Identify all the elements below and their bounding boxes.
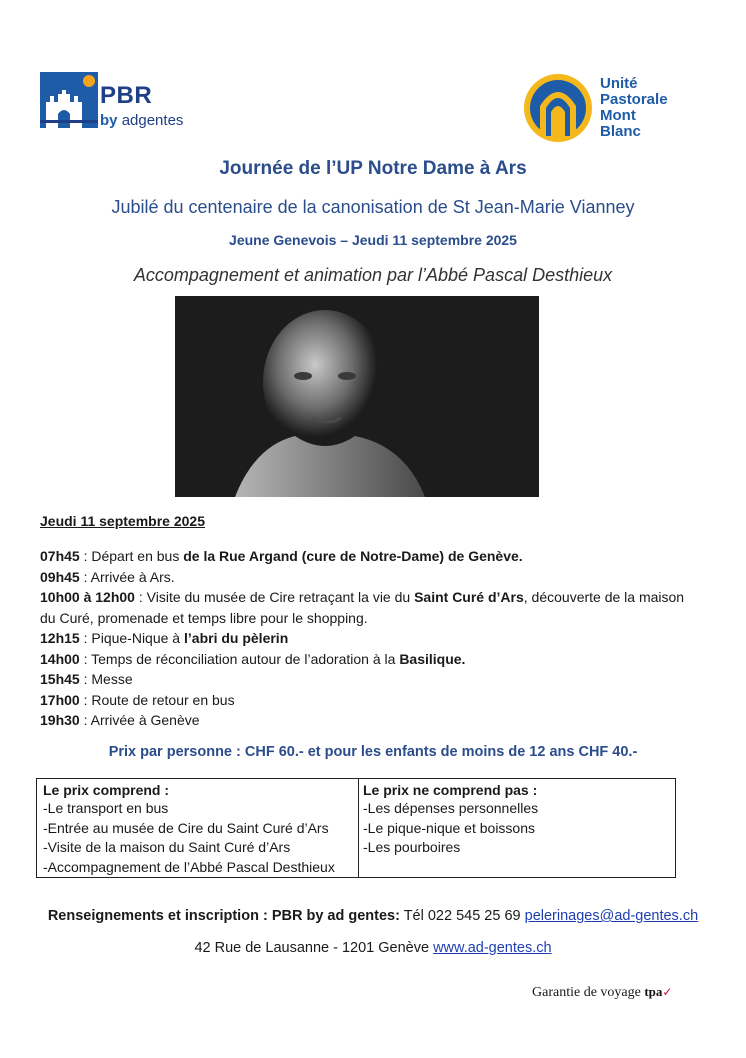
- program-text: : Départ en bus: [79, 548, 184, 564]
- page-title: Journée de l’UP Notre Dame à Ars: [219, 158, 527, 179]
- excluded-item: -Le pique-nique et boissons: [363, 819, 536, 836]
- price-excluded-column: [359, 779, 675, 877]
- price-included-column: [37, 779, 359, 877]
- program-time: 12h15: [40, 630, 80, 646]
- price-table: [36, 778, 676, 878]
- pbr-name: PBR: [100, 82, 153, 109]
- program-text: : Pique-Nique à: [79, 630, 184, 646]
- program-time: 19h30: [40, 712, 80, 728]
- event-date-line: Jeune Genevois – Jeudi 11 septembre 2025: [229, 232, 517, 248]
- program-item: [40, 710, 690, 731]
- program-bold: Saint Curé d’Ars: [414, 589, 524, 605]
- included-item: -Le transport en bus: [43, 800, 169, 816]
- website-link[interactable]: www.ad-gentes.ch: [433, 940, 552, 956]
- program-item: [40, 546, 690, 567]
- program-item: [40, 587, 690, 628]
- program-list: [40, 546, 690, 731]
- up-line-4: Blanc: [600, 123, 641, 140]
- program-item: [40, 649, 690, 670]
- program-time: 17h00: [40, 691, 80, 708]
- travel-guarantee: [532, 984, 672, 1001]
- program-time: 09h45: [40, 568, 80, 585]
- included-item: -Visite de la maison du Saint Curé d’Ars: [43, 839, 291, 855]
- program-text: : Arrivée à Genève: [79, 712, 200, 728]
- guarantee-text: Garantie de voyage: [532, 985, 641, 1000]
- up-line-3: Mont: [600, 107, 636, 124]
- contact-phone: Tél 022 545 25 69: [399, 908, 525, 924]
- portrait-photo: [175, 296, 539, 497]
- page-subtitle: Jubilé du centenaire de la canonisation de St Jean-Marie Vianney: [111, 197, 635, 217]
- pbr-adgentes: adgentes: [121, 112, 184, 129]
- excluded-item: -Les pourboires: [363, 839, 461, 855]
- castle-icon: [40, 72, 98, 128]
- program-text: : Visite du musée de Cire retraçant la vie du: [134, 589, 415, 605]
- church-arch-icon: [522, 72, 594, 144]
- excluded-heading: Le prix ne comprend pas :: [363, 782, 538, 798]
- contact-line: [0, 908, 746, 924]
- tpa-logo: tpa: [644, 984, 663, 999]
- excluded-item: -Les dépenses personnelles: [363, 800, 539, 816]
- included-item: -Accompagnement de l’Abbé Pascal Desthieux: [43, 858, 335, 875]
- pbr-subtitle: [100, 112, 183, 129]
- pbr-by: by: [100, 112, 118, 129]
- tpa-mark-icon: ✓: [662, 985, 673, 999]
- program-bold: Basilique.: [399, 650, 466, 667]
- program-time: 07h45: [40, 548, 80, 564]
- program-time: 10h00 à 12h00: [40, 589, 135, 605]
- up-line-1: Unité: [600, 75, 638, 92]
- program-text: : Arrivée à Ars.: [79, 568, 175, 585]
- price-line: Prix par personne : CHF 60.- et pour les enfants de moins de 12 ans CHF 40.-: [108, 744, 638, 760]
- program-time: 14h00: [40, 650, 80, 667]
- included-item: -Entrée au musée de Cire du Saint Curé d’Ars: [43, 819, 329, 836]
- program-text: : Messe: [79, 671, 133, 687]
- program-item: [40, 690, 690, 711]
- program-item: [40, 567, 690, 588]
- program-bold: de la Rue Argand (cure de Notre-Dame) de Genève.: [183, 548, 523, 564]
- program-item: [40, 628, 690, 649]
- program-time: 15h45: [40, 671, 80, 687]
- address-text: 42 Rue de Lausanne - 1201 Genève: [194, 940, 434, 956]
- up-line-2: Pastorale: [600, 91, 668, 108]
- contact-label: Renseignements et inscription : PBR by ad gentes:: [47, 908, 400, 924]
- included-heading: Le prix comprend :: [43, 782, 170, 798]
- program-bold: l’abri du pèlerin: [184, 630, 289, 646]
- up-name: [600, 76, 668, 140]
- up-logo: [522, 72, 722, 146]
- program-text: : Route de retour en bus: [79, 691, 235, 708]
- program-item: [40, 669, 690, 690]
- program-text-end: , découverte de la maison du Curé, promenade et temps libre pour le shopping.: [40, 589, 685, 626]
- pbr-logo: [40, 70, 220, 136]
- contact-email-link[interactable]: pelerinages@ad-gentes.ch: [524, 908, 699, 924]
- program-heading: Jeudi 11 septembre 2025: [40, 513, 205, 529]
- accompaniment-line: Accompagnement et animation par l’Abbé Pascal Desthieux: [133, 265, 613, 285]
- program-text: : Temps de réconciliation autour de l’adoration à la: [79, 650, 400, 667]
- address-line: [0, 940, 746, 956]
